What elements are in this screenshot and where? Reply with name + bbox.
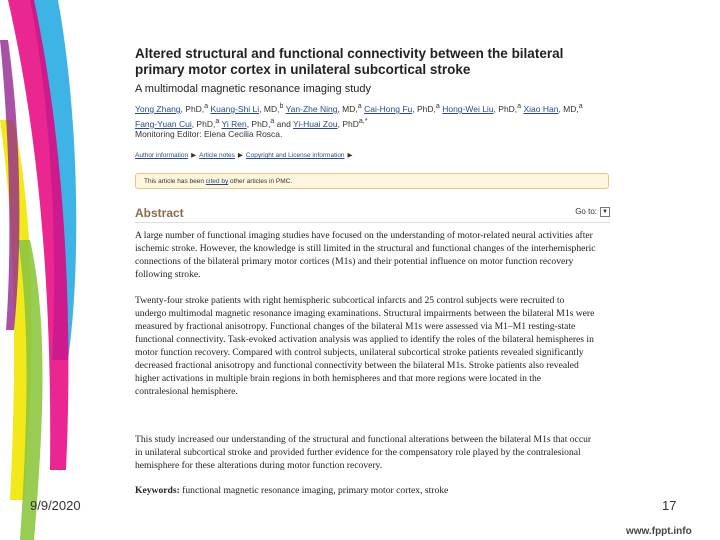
decorative-ribbons [0,0,120,540]
copyright-license-link[interactable]: Copyright and License information [245,152,345,159]
cited-by-link[interactable]: cited by [205,178,229,185]
abstract-background: A large number of functional imaging studies have focused on the understanding of motor-related neural activities after ischemic stroke. However, the knowledge is still limited in the structural and functional changes of the interhemispheric connections of the bilateral primary motor cortices (M1s) and their potential influence on motor function recovery following stroke. [135,230,596,280]
author-link[interactable]: Yi Ren [221,118,247,129]
triangle-right-icon: ▶ [191,152,197,159]
triangle-right-icon: ▶ [237,152,243,159]
article-title: Altered structural and functional connectivity between the bilateral primary motor cortex in unilateral subcortical stroke [135,46,564,77]
abstract-header [135,206,610,223]
slide-page-number: 17 [662,498,677,513]
chevron-down-icon[interactable]: ▼ [600,207,610,217]
author-link[interactable]: Fang-Yuan Cui [135,118,192,129]
author-link[interactable]: Yong Zhang [135,103,181,114]
article-notes-link[interactable]: Article notes [199,152,235,159]
abstract-methods-results: Twenty-four stroke patients with right hemispheric subcortical infarcts and 25 control subjects were recruited to undergo multimodal magnetic resonance imaging examinations. Structural impairments between the bilateral M1s were measured by fractional anisotropy. Functional changes of the bilateral M1s were assessed via M1–M1 resting-state functional connectivity. Task-evoked activation analysis was applied to identify the roles of the bilateral hemispheres in motor function recovery. Compared with control subjects, unilateral subcortical stroke patients revealed significantly decreased fractional anisotropy and functional connectivity between the bilateral M1s. Stroke patients also revealed higher activations in multiple brain regions in both hemispheres and that more regions were located in the contralesional hemisphere. [135,295,595,397]
abstract-conclusion: This study increased our understanding of the structural and functional alterations between the bilateral M1s that occur in unilateral subcortical stroke and provided further evidence for the compensatory role played by the contralesional hemisphere for these alterations during motor function recovery. [135,434,592,471]
site-watermark: www.fppt.info [626,526,692,537]
abstract-heading: Abstract [135,206,184,220]
cited-by-notice: This article has been cited by other articles in PMC. [135,173,609,189]
monitoring-editor: Monitoring Editor: Elena Cecilia Rosca. [135,129,283,139]
author-link[interactable]: Xiao Han [523,103,559,114]
author-link[interactable]: Hong-Wei Liu [442,103,494,114]
goto-menu[interactable]: Go to: ▼ [575,207,610,217]
author-link[interactable]: Kuang-Shi Li [210,103,260,114]
article-info-links [135,151,356,159]
article-screenshot [120,28,624,504]
author-link[interactable]: Cai-Hong Fu [364,103,413,114]
author-link[interactable]: Yan-Zhe Ning [285,103,338,114]
keywords-line: Keywords: functional magnetic resonance imaging, primary motor cortex, stroke [135,485,449,496]
author-list: Yong Zhang, PhD,$^a$ Kuang-Shi Li, MD,$^b$ Yan-Zhe Ning, MD,$^a$ Cai-Hong Fu, PhD,$^a$ Hong-Wei Liu, PhD,$^a$ Xiao Han, MD,$^a$ Fang-Yuan Cui, PhD,$^a$ Yi Ren, PhD,$^a$ and Yi-Huai Zou, PhD$^{a,*}$ [135,102,583,129]
slide-date: 9/9/2020 [30,498,81,513]
ribbon-purple [0,40,19,330]
triangle-right-icon: ▶ [347,152,353,159]
author-information-link[interactable]: Author information [135,152,189,159]
article-subtitle: A multimodal magnetic resonance imaging study [135,83,372,95]
author-link[interactable]: Yi-Huai Zou [293,118,338,129]
